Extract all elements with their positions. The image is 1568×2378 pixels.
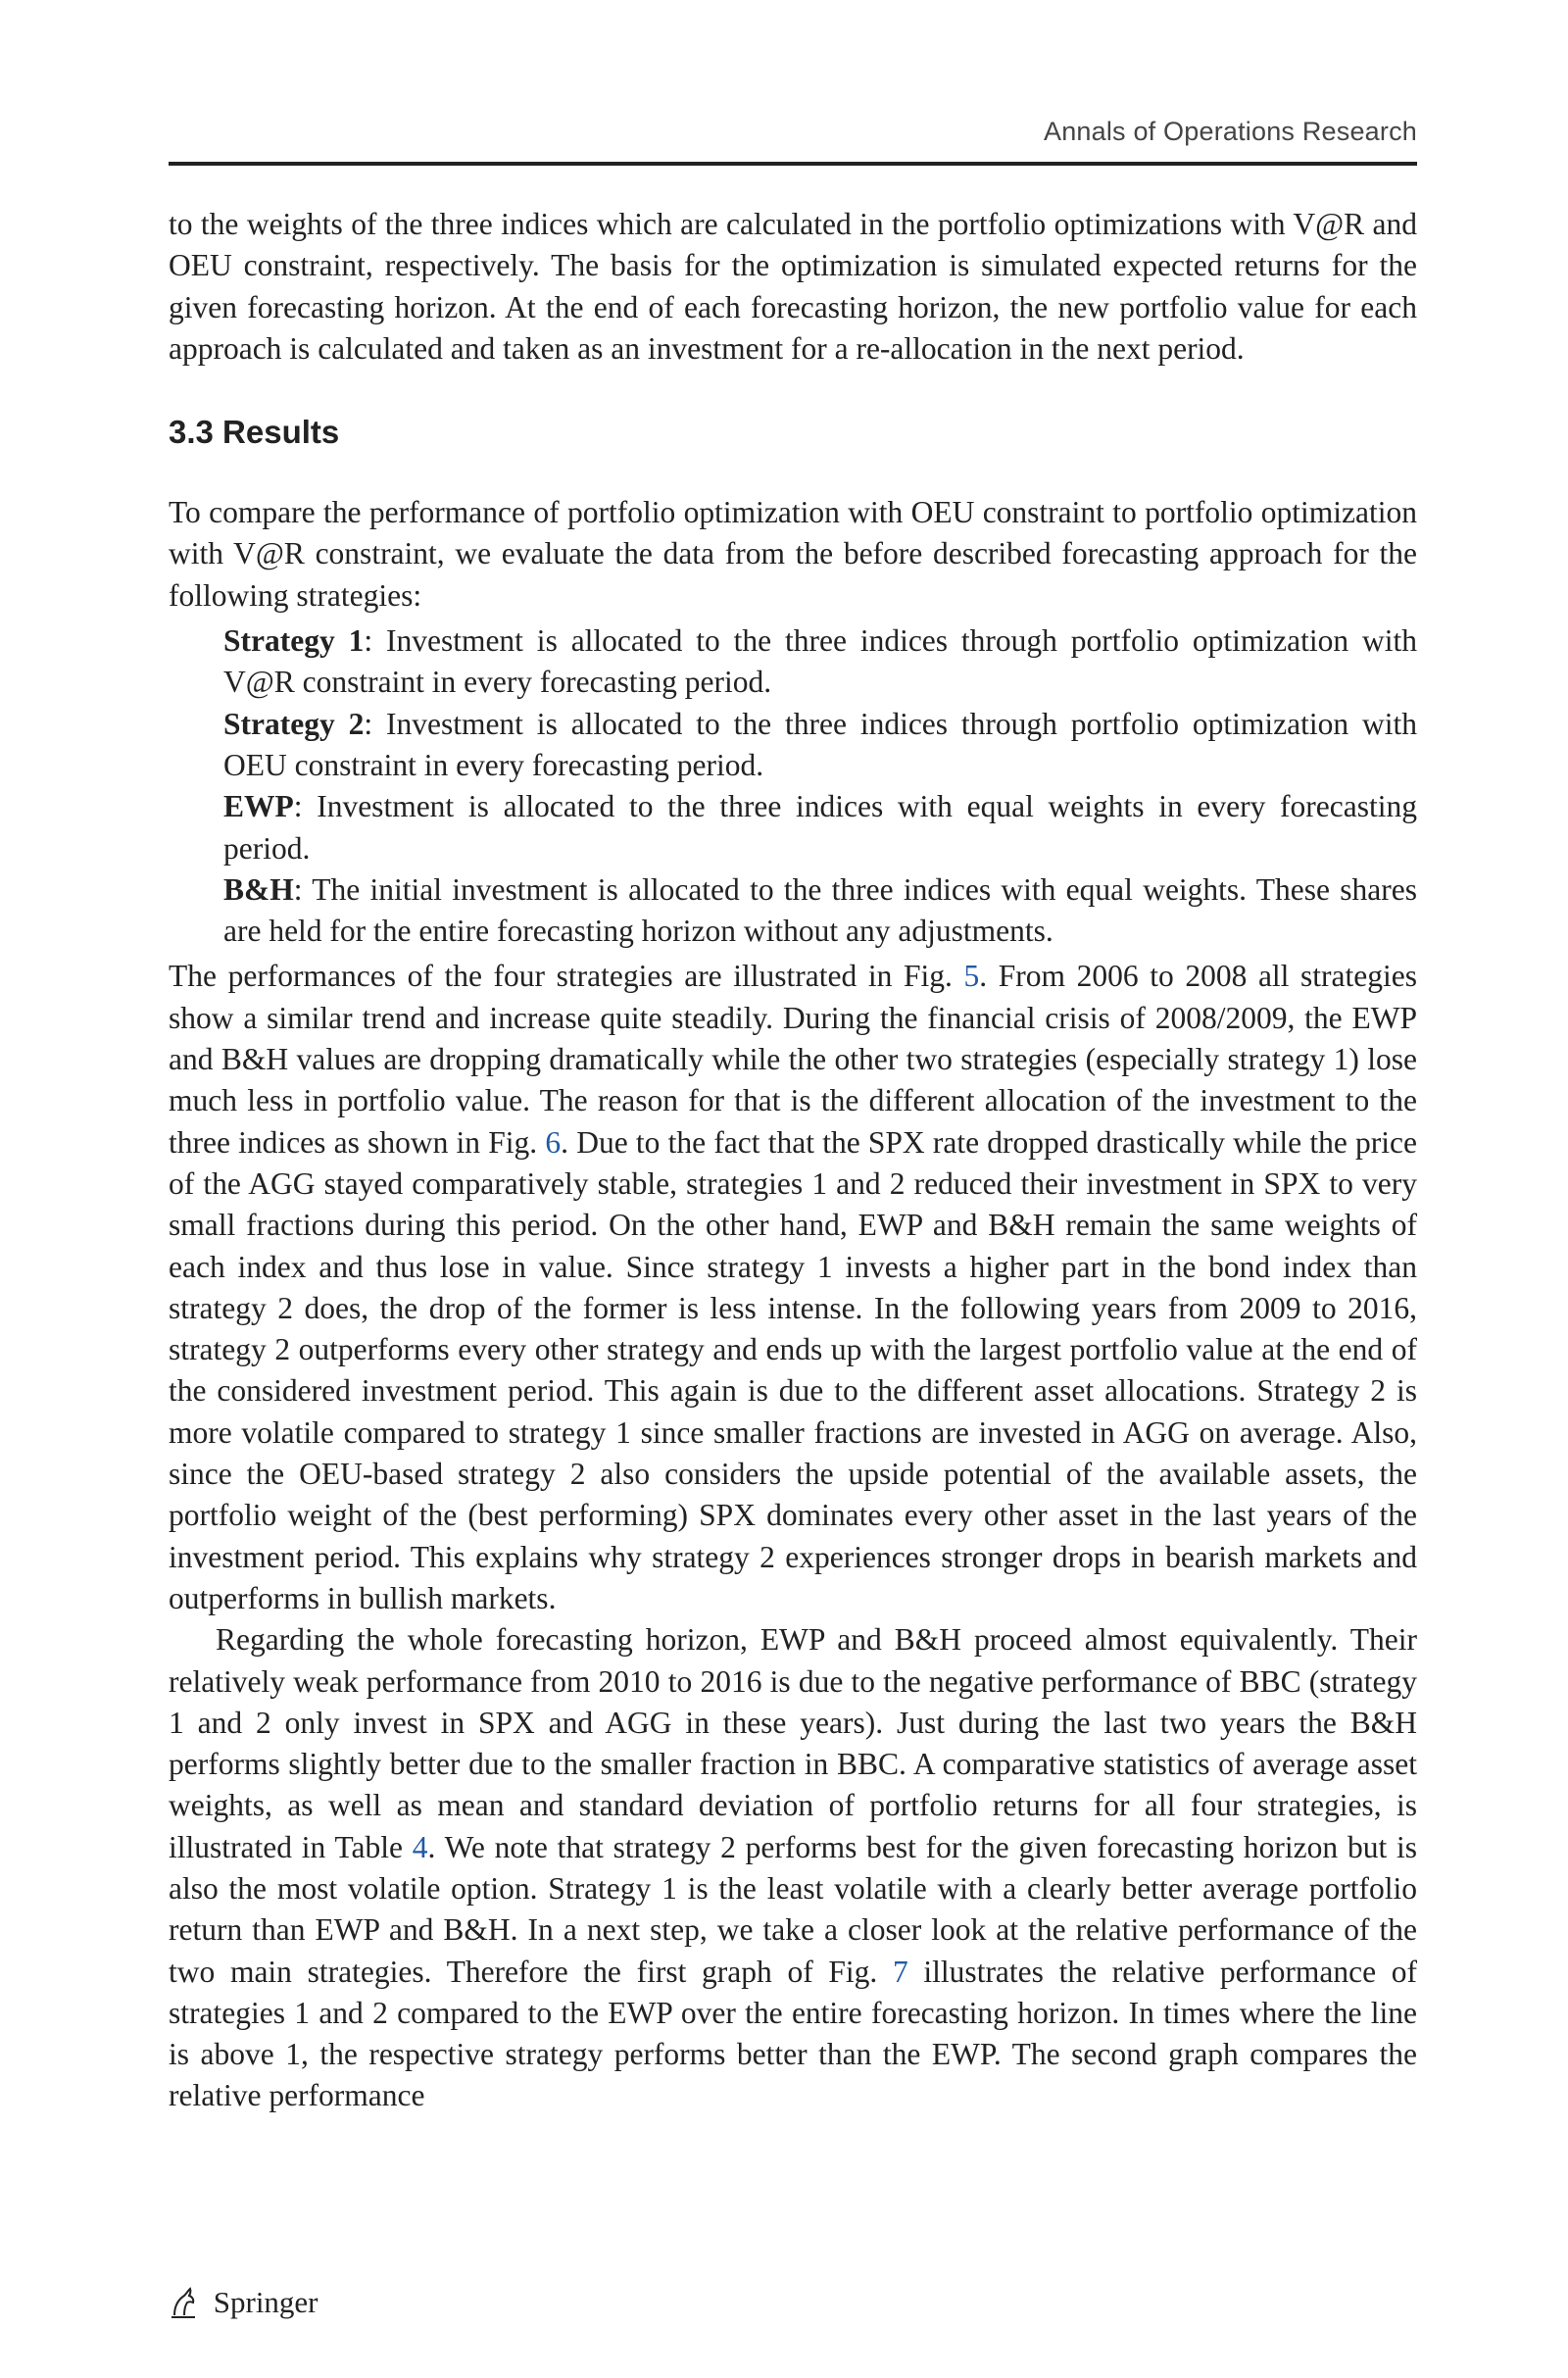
paragraph-whole-horizon [169, 1619, 1417, 2117]
figure-link[interactable]: 6 [545, 1124, 562, 1160]
strategy-label: EWP [223, 789, 294, 824]
text-run: . We note that strategy 2 performs best for the given forecasting horizon but is also the most volatile option. Strategy 1 is the least volatile with a clearly better average portfolio return than EWP and B&H. In a next step, we take a closer look at the relative performance of the two main strategies. Therefore the first graph of Fig. [169, 1829, 1417, 1989]
strategy-text: : Investment is allocated to the three indices with equal weights in every forecasting period. [223, 789, 1417, 866]
strategy-label: Strategy 1 [223, 623, 365, 659]
publisher-name: Springer [213, 2284, 318, 2319]
paragraph-intro: to the weights of the three indices which are calculated in the portfolio optimizations with V@R and OEU constraint, respectively. The basis for the optimization is simulated expected returns for the given forecasting horizon. At the end of each forecasting horizon, the new portfolio value for each approach is calculated and taken as an investment for a re-allocation in the next period. [169, 207, 1417, 366]
strategy-text: : Investment is allocated to the three indices through portfolio optimization with V@R constraint in every forecasting period. [223, 623, 1417, 700]
running-header [169, 113, 1417, 166]
section-heading: 3.3 Results [169, 414, 340, 451]
strategy-item [223, 786, 1417, 869]
text-run: . Due to the fact that the SPX rate dropped drastically while the price of the AGG stayed comparatively stable, strategies 1 and 2 reduced their investment in SPX to very small fractions during this period. On the other hand, EWP and B&H remain the same weights of each index and thus lose in value. Since strategy 1 invests a higher part in the bond index than strategy 2 does, the drop of the former is less intense. In the following years from 2009 to 2016, strategy 2 outperforms every other strategy and ends up with the largest portfolio value at the end of the considered investment period. This again is due to the different asset allocations. Strategy 2 is more volatile compared to strategy 1 since smaller fractions are invested in AGG on average. Also, since the OEU-based strategy 2 also considers the upside potential of the available assets, the portfolio weight of the (best performing) SPX dominates every other asset in the last years of the investment period. This explains why strategy 2 experiences stronger drops in bearish markets and outperforms in bullish markets. [169, 1124, 1418, 1615]
article-body [169, 204, 1417, 2117]
figure-link[interactable]: 5 [963, 959, 980, 994]
table-link[interactable]: 4 [412, 1829, 428, 1864]
strategy-list [223, 620, 1417, 952]
strategy-label: Strategy 2 [223, 706, 365, 741]
strategy-label: B&H [223, 871, 294, 907]
text-run: . From 2006 to 2008 all strategies show a similar trend and increase quite steadily. During the financial crisis of 2008/2009, the EWP and B&H values are dropping dramatically while the other two strategies (especially strategy 1) lose much less in portfolio value. The reason for that is the different allocation of the investment to the three indices as shown in Fig. [169, 959, 1418, 1160]
text-run: illustrates the relative performance of strategies 1 and 2 compared to the EWP over the entire forecasting horizon. In times where the line is above 1, the respective strategy performs better than the EWP. The second graph compares the relative performance [169, 1954, 1417, 2113]
journal-title: Annals of Operations Research [1043, 117, 1417, 146]
strategy-item [223, 704, 1417, 787]
figure-link[interactable]: 7 [892, 1954, 908, 1989]
strategy-item [223, 869, 1417, 953]
page-footer [169, 2282, 318, 2325]
text-run: The performances of the four strategies are illustrated in Fig. [169, 959, 964, 994]
strategy-text: : The initial investment is allocated to the three indices with equal weights. These shares are held for the entire forecasting horizon without any adjustments. [223, 871, 1417, 949]
text-run: Regarding the whole forecasting horizon, EWP and B&H proceed almost equivalently. Their relatively weak performance from 2010 to 2016 is due to the negative performance of BBC (strategy 1 and 2 only invest in SPX and AGG in these years). Just during the last two years the B&H performs slightly better due to the smaller fraction in BBC. A comparative statistics of average asset weights, as well as mean and standard deviation of portfolio returns for all four strategies, is illustrated in Table [169, 1622, 1417, 1864]
springer-horse-icon [169, 2286, 198, 2319]
paragraph-performance [169, 956, 1417, 1619]
strategy-text: : Investment is allocated to the three indices through portfolio optimization with OEU constraint in every forecasting period. [223, 706, 1417, 782]
paragraph-compare: To compare the performance of portfolio optimization with OEU constraint to portfolio optimization with V@R constraint, we evaluate the data from the before described forecasting approach for the following strategies: [169, 495, 1417, 613]
strategy-item [223, 620, 1417, 704]
